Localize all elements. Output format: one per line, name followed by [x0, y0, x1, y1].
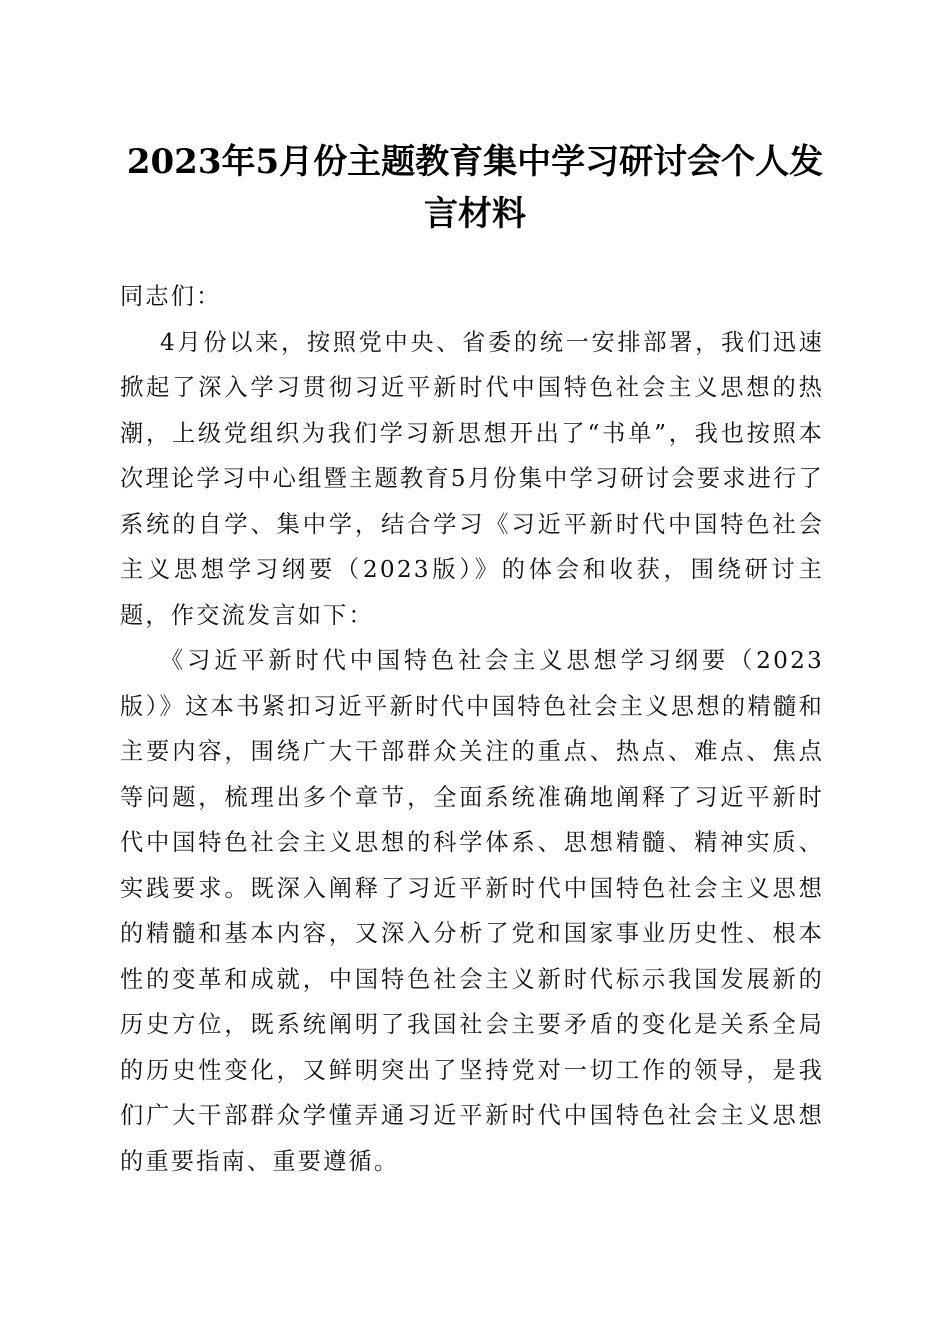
- salutation: 同志们：: [120, 283, 222, 310]
- body-paragraph: 4月份以来，按照党中央、省委的统一安排部署，我们迅速掀起了深入学习贯彻习近平新时代中国特色社会主义思想的热潮，上级党组织为我们学习新思想开出了“书单”，我也按照本次理论学习中心组暨主题教育5月份集中学习研讨会要求进行了系统的自学、集中学，结合学习《习近平新时代中国特色社会主义思想学习纲要（2023版）》的体会和收获，围绕研讨主题，作交流发言如下：: [120, 328, 824, 629]
- body-paragraph: 《习近平新时代中国特色社会主义思想学习纲要（2023版）》这本书紧扣习近平新时代中国特色社会主义思想的精髓和主要内容，围绕广大干部群众关注的重点、热点、难点、焦点等问题，梳理出多个章节，全面系统准确地阐释了习近平新时代中国特色社会主义思想的科学体系、思想精髓、精神实质、实践要求。既深入阐释了习近平新时代中国特色社会主义思想的精髓和基本内容，又深入分析了党和国家事业历史性、根本性的变革和成就，中国特色社会主义新时代标示我国发展新的历史方位，既系统阐明了我国社会主要矛盾的变化是关系全局的历史性变化，又鲜明突出了坚持党对一切工作的领导，是我们广大干部群众学懂弄通习近平新时代中国特色社会主义思想的重要指南、重要遵循。: [120, 647, 824, 1175]
- document-title: 2023年5月份主题教育集中学习研讨会个人发言材料: [126, 142, 824, 234]
- document-body: [120, 274, 824, 1184]
